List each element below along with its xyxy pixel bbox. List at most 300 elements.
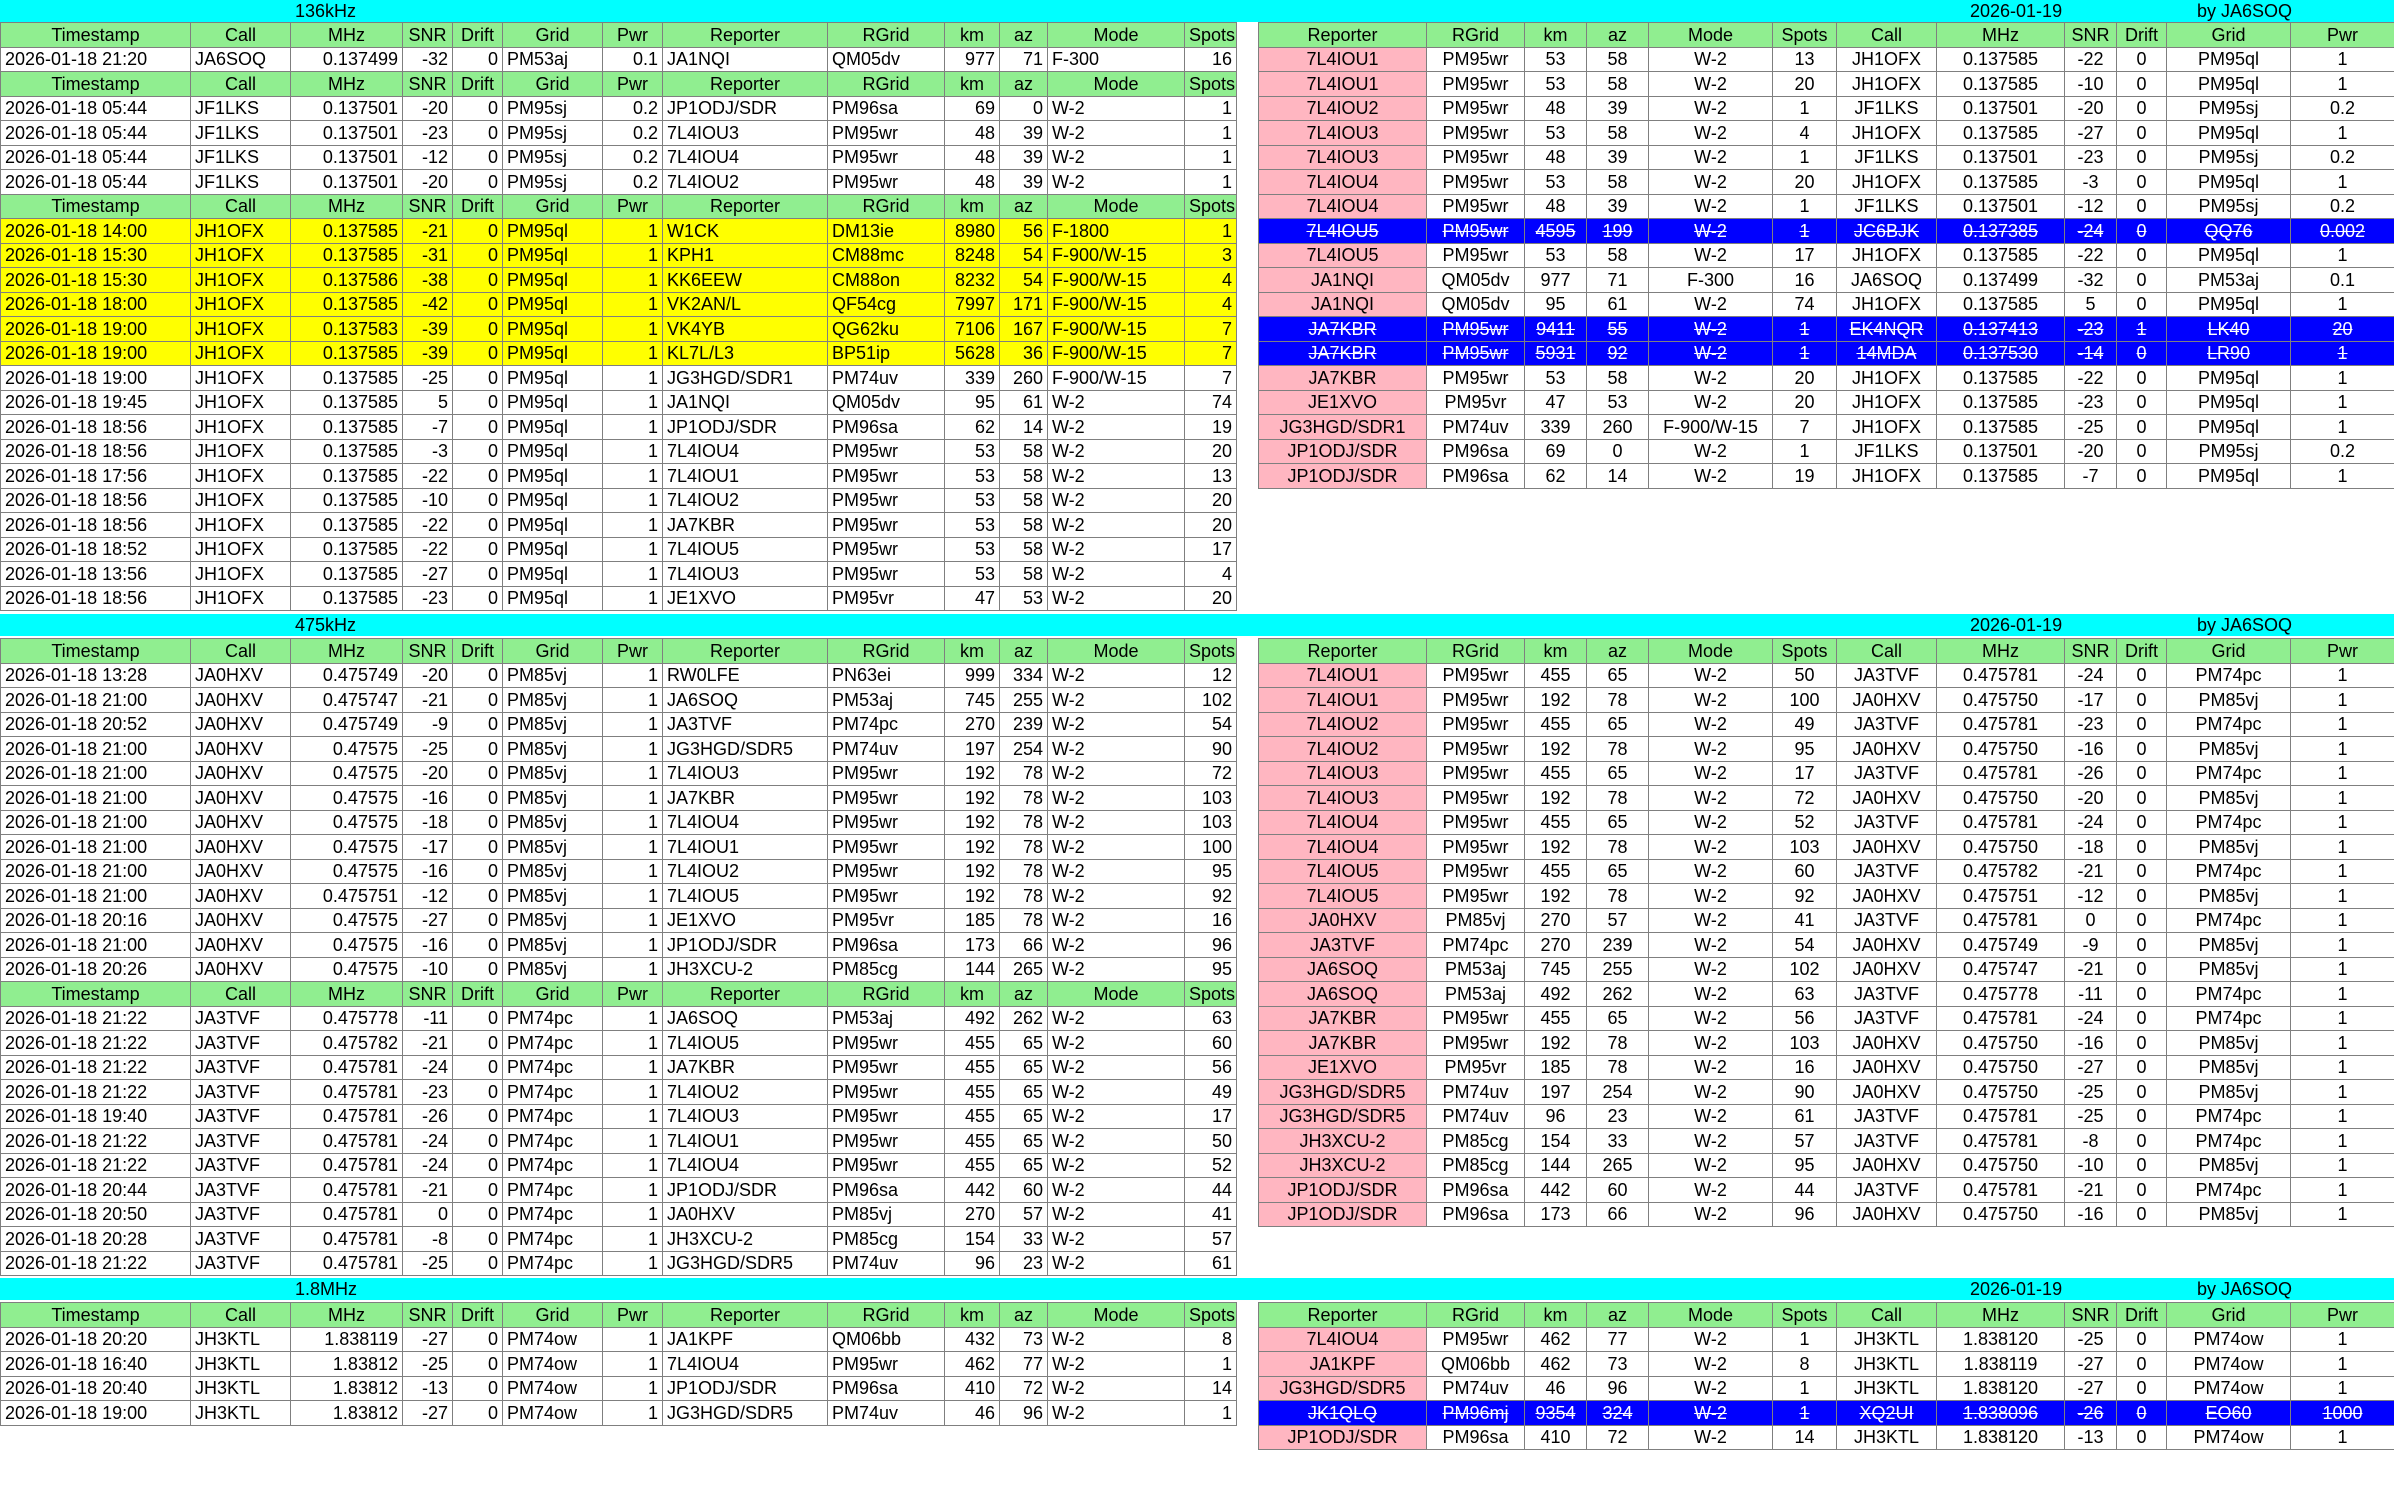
table-cell: PM74uv xyxy=(828,366,945,391)
table-cell: 0.137385 xyxy=(1937,219,2065,244)
table-cell: -22 xyxy=(2065,366,2117,391)
table-cell: PM95ql xyxy=(503,243,603,268)
table-cell: 1 xyxy=(1185,219,1237,244)
table-cell: 57 xyxy=(1000,1202,1048,1227)
table-cell: 103 xyxy=(1185,786,1237,811)
table-row xyxy=(1,317,1237,342)
table-cell: -8 xyxy=(2065,1129,2117,1154)
table-row xyxy=(1259,194,2394,219)
table-cell: 7L4IOU2 xyxy=(663,859,828,884)
table-cell: W-2 xyxy=(1048,1202,1185,1227)
column-header-row xyxy=(1,982,1237,1007)
table-cell: 1 xyxy=(603,1376,663,1401)
table-cell: 2026-01-18 05:44 xyxy=(1,145,191,170)
column-header: Mode xyxy=(1048,1303,1185,1328)
table-cell: 0 xyxy=(2117,292,2167,317)
table-cell: 2026-01-18 18:00 xyxy=(1,292,191,317)
table-cell: -16 xyxy=(2065,1031,2117,1056)
table-cell: -3 xyxy=(2065,170,2117,195)
table-cell: 1 xyxy=(2117,317,2167,342)
table-row xyxy=(1259,884,2394,909)
table-cell: 20 xyxy=(2291,317,2394,342)
table-cell: PM74pc xyxy=(503,1178,603,1203)
table-cell: 0 xyxy=(453,663,503,688)
table-cell: PM74pc xyxy=(2167,1006,2291,1031)
table-cell: PM74ow xyxy=(503,1352,603,1377)
table-cell: -21 xyxy=(403,219,453,244)
table-cell: 1.838119 xyxy=(1937,1352,2065,1377)
column-header: Spots xyxy=(1773,1303,1837,1328)
table-row xyxy=(1259,1425,2394,1450)
table-cell: 95 xyxy=(1525,292,1587,317)
reporter-table-1-8mhz xyxy=(1258,1302,2394,1450)
table-cell: PM95ql xyxy=(2167,464,2291,489)
band-bar-1-8mhz xyxy=(0,1278,2394,1300)
column-header: MHz xyxy=(291,982,403,1007)
table-cell: PM95wr xyxy=(1427,1031,1525,1056)
table-cell: 7L4IOU1 xyxy=(663,464,828,489)
table-cell: -17 xyxy=(2065,688,2117,713)
table-cell: W-2 xyxy=(1649,982,1773,1007)
table-cell: 0 xyxy=(453,835,503,860)
table-cell: JA0HXV xyxy=(191,712,291,737)
table-cell: 0 xyxy=(453,933,503,958)
table-cell: PM85vj xyxy=(2167,1202,2291,1227)
table-cell: 7L4IOU2 xyxy=(1259,712,1427,737)
column-header: Pwr xyxy=(603,639,663,664)
table-cell: 1 xyxy=(603,1251,663,1276)
table-cell: PM85vj xyxy=(503,810,603,835)
table-cell: 0.137530 xyxy=(1937,341,2065,366)
table-cell: 1 xyxy=(2291,1080,2394,1105)
table-cell: 16 xyxy=(1185,908,1237,933)
table-cell: 455 xyxy=(945,1104,1000,1129)
table-cell: JH3KTL xyxy=(191,1401,291,1426)
table-cell: PM85vj xyxy=(2167,1153,2291,1178)
table-cell: 7L4IOU2 xyxy=(663,1080,828,1105)
table-cell: 7997 xyxy=(945,292,1000,317)
table-cell: PM85cg xyxy=(828,1227,945,1252)
column-header: Reporter xyxy=(1259,639,1427,664)
table-cell: PM85vj xyxy=(2167,737,2291,762)
table-cell: 1 xyxy=(2291,1129,2394,1154)
table-cell: PM95ql xyxy=(503,513,603,538)
table-cell: 0 xyxy=(2117,957,2167,982)
table-cell: PM96sa xyxy=(828,1178,945,1203)
table-cell: PM95ql xyxy=(503,292,603,317)
table-cell: W1CK xyxy=(663,219,828,244)
column-header: Mode xyxy=(1649,1303,1773,1328)
table-cell: PM95ql xyxy=(503,366,603,391)
table-cell: 1 xyxy=(603,688,663,713)
table-cell: 1 xyxy=(603,1031,663,1056)
table-cell: 0.137501 xyxy=(1937,145,2065,170)
table-cell: 0.137501 xyxy=(1937,439,2065,464)
table-cell: 1 xyxy=(1773,341,1837,366)
table-cell: PM96sa xyxy=(1427,439,1525,464)
table-cell: JH1OFX xyxy=(191,488,291,513)
table-cell: 58 xyxy=(1000,464,1048,489)
table-cell: 0.137585 xyxy=(291,341,403,366)
table-cell: 0.475750 xyxy=(1937,688,2065,713)
table-cell: W-2 xyxy=(1048,663,1185,688)
table-cell: JA3TVF xyxy=(191,1202,291,1227)
table-cell: 1 xyxy=(2291,884,2394,909)
table-cell: 7L4IOU5 xyxy=(1259,243,1427,268)
table-row xyxy=(1259,761,2394,786)
table-cell: 0 xyxy=(453,859,503,884)
table-row xyxy=(1259,390,2394,415)
table-cell: PM95sj xyxy=(2167,439,2291,464)
table-cell: 0.137501 xyxy=(1937,96,2065,121)
table-cell: PM95ql xyxy=(2167,390,2291,415)
table-cell: PM95ql xyxy=(503,586,603,611)
table-cell: W-2 xyxy=(1649,1425,1773,1450)
table-row xyxy=(1259,366,2394,391)
table-cell: 462 xyxy=(945,1352,1000,1377)
table-cell: JF1LKS xyxy=(191,121,291,146)
table-cell: PM95ql xyxy=(503,415,603,440)
table-cell: 0.475781 xyxy=(291,1153,403,1178)
table-cell: -25 xyxy=(2065,415,2117,440)
table-cell: 55 xyxy=(1587,317,1649,342)
table-cell: 0 xyxy=(2117,341,2167,366)
table-cell: W-2 xyxy=(1649,1006,1773,1031)
table-cell: QM05dv xyxy=(828,390,945,415)
table-cell: 23 xyxy=(1000,1251,1048,1276)
table-cell: -20 xyxy=(2065,96,2117,121)
table-cell: JH3KTL xyxy=(1837,1425,1937,1450)
table-cell: PM74uv xyxy=(1427,1376,1525,1401)
table-cell: PM95wr xyxy=(828,1104,945,1129)
table-cell: 60 xyxy=(1587,1178,1649,1203)
table-cell: 0 xyxy=(453,121,503,146)
table-cell: 62 xyxy=(1525,464,1587,489)
table-cell: 65 xyxy=(1000,1153,1048,1178)
table-cell: 2026-01-18 19:45 xyxy=(1,390,191,415)
table-cell: 2026-01-18 21:22 xyxy=(1,1251,191,1276)
table-row xyxy=(1259,786,2394,811)
table-cell: 270 xyxy=(945,1202,1000,1227)
table-cell: W-2 xyxy=(1649,72,1773,97)
table-cell: QQ76 xyxy=(2167,219,2291,244)
table-cell: 173 xyxy=(1525,1202,1587,1227)
table-cell: -17 xyxy=(403,835,453,860)
table-cell: W-2 xyxy=(1649,1327,1773,1352)
table-cell: W-2 xyxy=(1048,415,1185,440)
table-cell: JF1LKS xyxy=(191,96,291,121)
table-cell: JH1OFX xyxy=(191,537,291,562)
table-cell: 0.475750 xyxy=(1937,1031,2065,1056)
table-cell: PM95ql xyxy=(2167,366,2291,391)
table-cell: 20 xyxy=(1773,72,1837,97)
table-cell: -25 xyxy=(403,366,453,391)
table-cell: 73 xyxy=(1587,1352,1649,1377)
table-cell: PM95wr xyxy=(1427,219,1525,244)
table-cell: JA7KBR xyxy=(663,786,828,811)
table-cell: 7L4IOU2 xyxy=(663,488,828,513)
table-cell: 0 xyxy=(2117,415,2167,440)
table-cell: W-2 xyxy=(1649,317,1773,342)
table-cell: 0 xyxy=(453,957,503,982)
column-header: Grid xyxy=(503,72,603,97)
table-cell: JA6SOQ xyxy=(1259,957,1427,982)
table-cell: -23 xyxy=(2065,145,2117,170)
table-cell: QM05dv xyxy=(1427,292,1525,317)
table-cell: PM74pc xyxy=(503,1251,603,1276)
table-cell: PM85vj xyxy=(503,663,603,688)
table-cell: 432 xyxy=(945,1327,1000,1352)
table-cell: 1 xyxy=(603,439,663,464)
table-cell: -23 xyxy=(403,586,453,611)
table-cell: 2026-01-18 21:22 xyxy=(1,1031,191,1056)
table-cell: 13 xyxy=(1773,47,1837,72)
table-cell: PM95ql xyxy=(503,439,603,464)
table-cell: JA0HXV xyxy=(663,1202,828,1227)
column-header: MHz xyxy=(1937,639,2065,664)
table-cell: 0.475781 xyxy=(1937,810,2065,835)
table-cell: 0 xyxy=(453,1031,503,1056)
table-cell: W-2 xyxy=(1048,908,1185,933)
table-cell: 2026-01-18 05:44 xyxy=(1,121,191,146)
table-cell: 5 xyxy=(2065,292,2117,317)
table-cell: 9411 xyxy=(1525,317,1587,342)
table-cell: 2026-01-18 21:00 xyxy=(1,884,191,909)
table-cell: JA3TVF xyxy=(1837,1104,1937,1129)
table-cell: PM74pc xyxy=(503,1006,603,1031)
column-header: Mode xyxy=(1048,982,1185,1007)
table-cell: 339 xyxy=(945,366,1000,391)
table-cell: 2026-01-18 13:28 xyxy=(1,663,191,688)
column-header: Drift xyxy=(453,982,503,1007)
table-row xyxy=(1,1153,1237,1178)
table-cell: 8 xyxy=(1773,1352,1837,1377)
column-header: Grid xyxy=(503,23,603,48)
table-cell: JH1OFX xyxy=(191,243,291,268)
table-cell: JH1OFX xyxy=(191,366,291,391)
table-cell: -23 xyxy=(2065,390,2117,415)
table-cell: JP1ODJ/SDR xyxy=(663,96,828,121)
table-cell: 65 xyxy=(1000,1080,1048,1105)
table-cell: 39 xyxy=(1000,145,1048,170)
table-cell: 48 xyxy=(1525,96,1587,121)
table-cell: JA0HXV xyxy=(1837,1153,1937,1178)
table-row xyxy=(1259,1031,2394,1056)
table-cell: JH3KTL xyxy=(1837,1327,1937,1352)
table-cell: 1 xyxy=(2291,292,2394,317)
table-cell: 0.137501 xyxy=(291,121,403,146)
table-cell: 50 xyxy=(1773,663,1837,688)
table-cell: 36 xyxy=(1000,341,1048,366)
table-cell: JG3HGD/SDR5 xyxy=(1259,1376,1427,1401)
table-cell: 0.47575 xyxy=(291,859,403,884)
column-header: Reporter xyxy=(663,194,828,219)
table-row xyxy=(1,145,1237,170)
table-cell: -27 xyxy=(2065,1055,2117,1080)
table-cell: -10 xyxy=(2065,72,2117,97)
table-cell: F-900/W-15 xyxy=(1048,317,1185,342)
table-cell: 1 xyxy=(2291,366,2394,391)
table-cell: 92 xyxy=(1587,341,1649,366)
band-label: 136kHz xyxy=(295,1,357,21)
table-cell: 0 xyxy=(1000,96,1048,121)
table-cell: -12 xyxy=(403,145,453,170)
table-row xyxy=(1,859,1237,884)
table-cell: PM74pc xyxy=(2167,982,2291,1007)
table-cell: PM74pc xyxy=(2167,1129,2291,1154)
table-row xyxy=(1,810,1237,835)
table-cell: 61 xyxy=(1773,1104,1837,1129)
table-cell: PM95vr xyxy=(828,908,945,933)
spots-table-136khz xyxy=(0,22,1237,611)
table-cell: 2026-01-18 19:00 xyxy=(1,1401,191,1426)
table-cell: 2026-01-18 19:40 xyxy=(1,1104,191,1129)
table-cell: -27 xyxy=(403,1327,453,1352)
table-cell: 0 xyxy=(2117,1153,2167,1178)
table-cell: PM74pc xyxy=(2167,1178,2291,1203)
table-cell: 53 xyxy=(945,537,1000,562)
table-cell: PM74pc xyxy=(2167,859,2291,884)
table-row xyxy=(1259,145,2394,170)
column-header: RGrid xyxy=(828,1303,945,1328)
table-cell: 20 xyxy=(1773,390,1837,415)
table-cell: 65 xyxy=(1587,810,1649,835)
table-cell: JH3XCU-2 xyxy=(1259,1129,1427,1154)
table-cell: 78 xyxy=(1587,884,1649,909)
table-cell: 17 xyxy=(1773,243,1837,268)
table-cell: PM96sa xyxy=(828,933,945,958)
column-header: Spots xyxy=(1185,1303,1237,1328)
table-cell: PM74pc xyxy=(503,1031,603,1056)
table-cell: 455 xyxy=(1525,810,1587,835)
table-cell: 0 xyxy=(2117,761,2167,786)
table-cell: 7L4IOU2 xyxy=(1259,737,1427,762)
table-cell: W-2 xyxy=(1048,859,1185,884)
table-row xyxy=(1259,317,2394,342)
table-cell: 58 xyxy=(1000,537,1048,562)
table-cell: 260 xyxy=(1587,415,1649,440)
table-cell: 60 xyxy=(1000,1178,1048,1203)
column-header: MHz xyxy=(291,194,403,219)
table-cell: 0.475781 xyxy=(291,1202,403,1227)
table-cell: W-2 xyxy=(1048,586,1185,611)
table-cell: 4595 xyxy=(1525,219,1587,244)
table-cell: JA3TVF xyxy=(191,1251,291,1276)
table-cell: 2026-01-18 21:20 xyxy=(1,47,191,72)
table-cell: -31 xyxy=(403,243,453,268)
table-cell: 56 xyxy=(1773,1006,1837,1031)
table-cell: 53 xyxy=(1525,170,1587,195)
table-cell: PM95ql xyxy=(503,464,603,489)
table-cell: 65 xyxy=(1000,1031,1048,1056)
table-cell: PM95vr xyxy=(828,586,945,611)
table-cell: KPH1 xyxy=(663,243,828,268)
table-cell: JA0HXV xyxy=(191,859,291,884)
table-cell: 41 xyxy=(1185,1202,1237,1227)
column-header: SNR xyxy=(2065,1303,2117,1328)
table-cell: 0.1 xyxy=(603,47,663,72)
table-cell: W-2 xyxy=(1649,145,1773,170)
table-cell: PM95wr xyxy=(1427,859,1525,884)
table-cell: 0 xyxy=(2117,439,2167,464)
table-cell: -16 xyxy=(403,859,453,884)
table-cell: 1 xyxy=(2291,688,2394,713)
table-cell: W-2 xyxy=(1649,835,1773,860)
table-row xyxy=(1,1202,1237,1227)
table-cell: W-2 xyxy=(1649,243,1773,268)
table-cell: PM95sj xyxy=(2167,145,2291,170)
table-cell: 0.1 xyxy=(2291,268,2394,293)
table-cell: 192 xyxy=(1525,737,1587,762)
table-cell: -18 xyxy=(403,810,453,835)
table-cell: 0 xyxy=(453,1401,503,1426)
table-cell: XQ2UI xyxy=(1837,1401,1937,1426)
table-cell: 0 xyxy=(2117,1104,2167,1129)
table-cell: JH1OFX xyxy=(1837,170,1937,195)
table-row xyxy=(1259,96,2394,121)
table-cell: PM74uv xyxy=(1427,1104,1525,1129)
table-cell: 73 xyxy=(1000,1327,1048,1352)
table-cell: -20 xyxy=(403,170,453,195)
table-cell: -24 xyxy=(2065,1006,2117,1031)
table-cell: JH3XCU-2 xyxy=(663,957,828,982)
table-cell: -26 xyxy=(2065,1401,2117,1426)
table-cell: 95 xyxy=(1185,859,1237,884)
table-cell: JP1ODJ/SDR xyxy=(663,1376,828,1401)
table-row xyxy=(1,1352,1237,1377)
column-header: az xyxy=(1587,23,1649,48)
table-cell: JH3KTL xyxy=(1837,1376,1937,1401)
table-cell: 0.137585 xyxy=(1937,464,2065,489)
table-cell: 2026-01-18 21:22 xyxy=(1,1129,191,1154)
table-cell: 1 xyxy=(603,243,663,268)
table-cell: 78 xyxy=(1000,908,1048,933)
table-cell: PM95ql xyxy=(503,268,603,293)
table-cell: PM53aj xyxy=(1427,957,1525,982)
table-cell: -24 xyxy=(2065,219,2117,244)
table-cell: 78 xyxy=(1000,761,1048,786)
table-cell: JA3TVF xyxy=(1837,1006,1937,1031)
table-cell: 1 xyxy=(603,1006,663,1031)
table-cell: 0 xyxy=(2117,737,2167,762)
table-cell: PM95wr xyxy=(828,1352,945,1377)
table-cell: 2026-01-18 19:00 xyxy=(1,366,191,391)
table-cell: 1 xyxy=(603,586,663,611)
table-row xyxy=(1259,121,2394,146)
table-row xyxy=(1,268,1237,293)
table-cell: PM95wr xyxy=(1427,341,1525,366)
table-cell: -27 xyxy=(403,562,453,587)
table-cell: PM95wr xyxy=(828,170,945,195)
table-cell: 1 xyxy=(603,1202,663,1227)
column-header: Timestamp xyxy=(1,72,191,97)
table-cell: PM74uv xyxy=(828,1401,945,1426)
table-cell: 1 xyxy=(2291,1006,2394,1031)
table-cell: JA3TVF xyxy=(191,1104,291,1129)
table-cell: 2026-01-18 18:56 xyxy=(1,415,191,440)
table-cell: 0.137585 xyxy=(291,537,403,562)
table-cell: PM74pc xyxy=(503,1129,603,1154)
table-cell: 62 xyxy=(945,415,1000,440)
table-cell: 72 xyxy=(1185,761,1237,786)
table-cell: 90 xyxy=(1773,1080,1837,1105)
table-cell: PM95wr xyxy=(828,1055,945,1080)
table-cell: JF1LKS xyxy=(1837,96,1937,121)
table-cell: 65 xyxy=(1587,1006,1649,1031)
table-cell: 7L4IOU2 xyxy=(663,170,828,195)
table-row xyxy=(1259,1327,2394,1352)
table-cell: 455 xyxy=(945,1129,1000,1154)
